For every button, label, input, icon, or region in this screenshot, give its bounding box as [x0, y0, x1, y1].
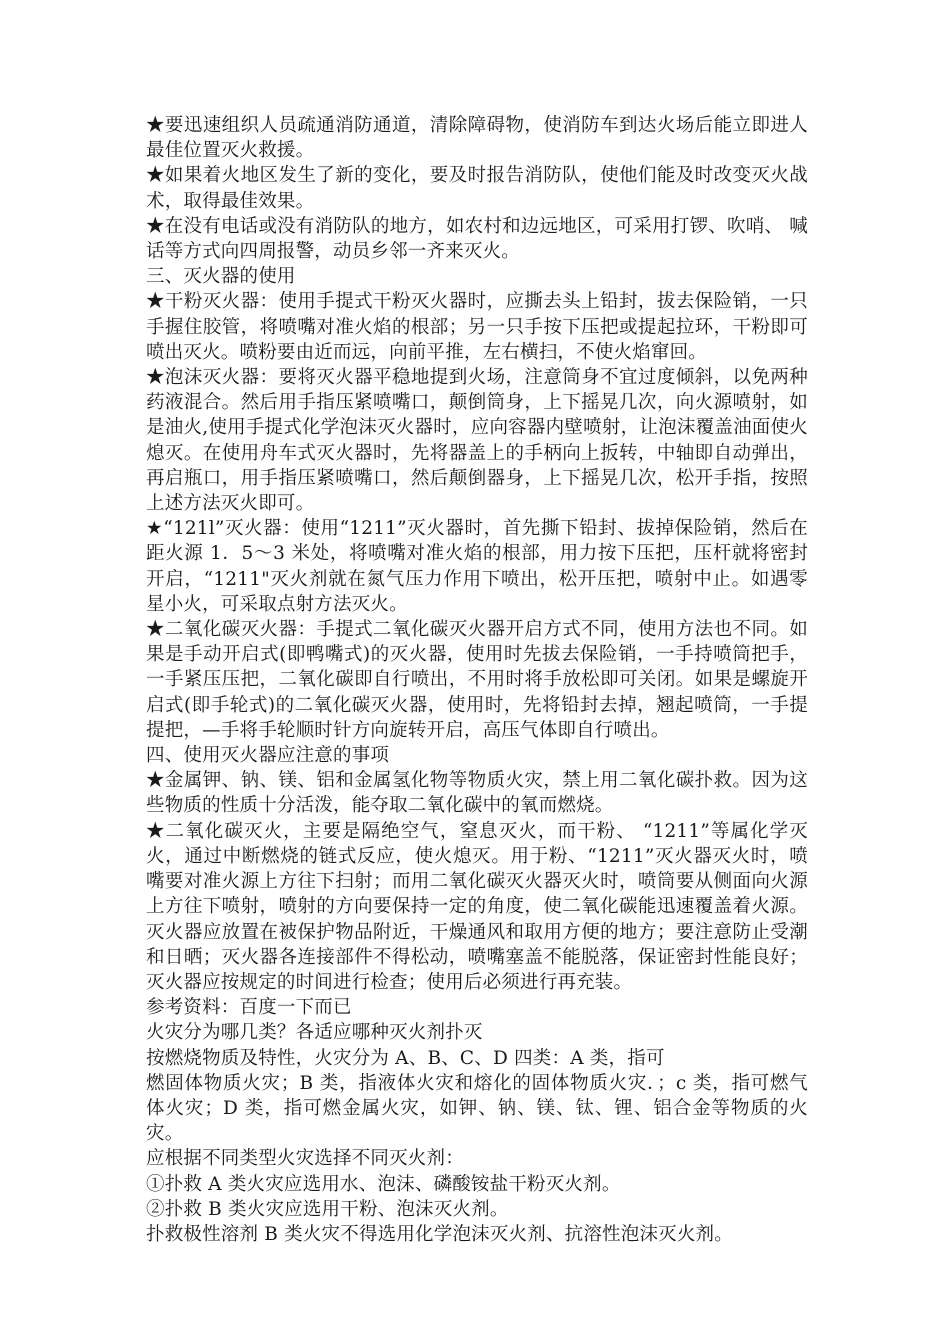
document-body — [146, 113, 808, 1247]
list-item-class-b: ②扑救 B 类火灾应选用干粉、泡沫灭火剂。 — [146, 1198, 509, 1220]
section-heading-precautions: 四、使用灭火器应注意的事项 — [146, 745, 390, 767]
paragraph-metal-fires: ★金属钾、钠、镁、铝和金属氢化物等物质火灾，禁上用二氧化碳扑救。因为这些物质的性质十分活泼，能夺取二氧化碳中的氧而燃烧。 — [146, 770, 808, 817]
paragraph-reference: 参考资料：百度一下而已 — [146, 997, 352, 1019]
paragraph-evacuate-fire-lane: ★要迅速组织人员疏通消防通道，清除障碍物，使消防车到达火场后能立即进人最佳位置灭火救援。 — [146, 115, 808, 162]
paragraph-classes-intro: 按燃烧物质及特性，火灾分为 A、B、C、D 四类：A 类，指可 — [146, 1047, 665, 1069]
section-heading-extinguisher-use: 三、灭火器的使用 — [146, 266, 296, 288]
paragraph-no-phone-alarm: ★在没有电话或没有消防队的地方，如农村和边远地区，可采用打锣、吹哨、 喊话等方式向四周报警，动员乡邻一齐来灭火。 — [146, 215, 808, 263]
paragraph-foam: ★泡沫灭火器：要将灭火器平稳地提到火场，注意筒身不宜过度倾斜，以免两种药液混合。然后用手指压紧喷嘴口，颠倒筒身，上下摇晃几次，向火源喷射，如是油火,使用手提式化学泡沫灭火器时，应向容器内壁喷射，让泡沫覆盖油面使火熄灭。在使用舟车式灭火器时，先将器盖上的手柄向上扳转，中轴即自动弹出，再启瓶口，用手指压紧喷嘴口，然后颠倒器身，上下摇晃几次，松开手指，按照上述方法灭火即可。 — [146, 367, 808, 515]
paragraph-co2-vs-chemical: ★二氧化碳灭火，主要是隔绝空气，窒息灭火，而干粉、 “1211”等属化学灭火，通过中断燃烧的链式反应，使火熄灭。用于粉、“1211”灭火器灭火时，喷嘴要对准火源上方往下扫射；而用二氧化碳灭火器灭火时，喷筒要从侧面向火源上方往下喷射，喷射的方向要保持一定的角度，使二氧化碳能迅速覆盖着火源。灭火器应放置在被保护物品附近，干燥通风和取用方便的地方；要注意防止受潮和日晒；灭火器各连接部件不得松动，喷嘴塞盖不能脱落，保证密封性能良好；灭火器应按规定的时间进行检查；使用后必须进行再充装。 — [146, 820, 808, 993]
paragraph-co2: ★二氧化碳灭火器：手提式二氧化碳灭火器开启方式不同，使用方法也不同。如果是手动开启式(即鸭嘴式)的灭火器，使用时先拔去保险销，一手持喷筒把手，一手紧压压把，二氧化碳即自行喷出，不用时将手放松即可关闭。如果是螺旋开启式(即手轮式)的二氧化碳灭火器，使用时，先将铅封去掉，翘起喷筒，一手提提把，—手将手轮顺时针方向旋转开启，高压气体即自行喷出。 — [146, 619, 808, 741]
paragraph-polar-solvent: 扑救极性溶剂 B 类火灾不得选用化学泡沫灭火剂、抗溶性泡沫灭火剂。 — [146, 1223, 733, 1245]
paragraph-report-changes: ★如果着火地区发生了新的变化，要及时报告消防队，使他们能及时改变灭火战术，取得最佳效果。 — [146, 165, 808, 212]
paragraph-choose-agent: 应根据不同类型火灾选择不同灭火剂： — [146, 1148, 464, 1170]
list-item-class-a: ①扑救 A 类火灾应选用水、泡沫、磷酸铵盐干粉灭火剂。 — [146, 1173, 621, 1195]
paragraph-dry-powder: ★干粉灭火器：使用手提式干粉灭火器时，应撕去头上铅封，拔去保险销，一只手握住胶管，将喷嘴对准火焰的根部；另一只手按下压把或提起拉环，干粉即可喷出灭火。喷粉要由近而远，向前平推，左右横扫，不使火焰窜回。 — [146, 291, 808, 363]
paragraph-question: 火灾分为哪几类？各适应哪种灭火剂扑灭 — [146, 1022, 483, 1044]
paragraph-classes-detail: 燃固体物质火灾；B 类，指液体火灾和熔化的固体物质火灾．；c 类，指可燃气体火灾；D 类，指可燃金属火灾，如钾、钠、镁、钛、锂、铝合金等物质的火灾。 — [146, 1072, 808, 1145]
paragraph-1211: ★“121l”灭火器：使用“1211”灭火器时，首先撕下铅封、拔掉保险销，然后在距火源 1．5～3 米处，将喷嘴对准火焰的根部，用力按下压把，压杆就将密封开启，“1211"灭火剂就在氮气压力作用下喷出，松开压把，喷射中止。如遇零星小火，可采取点射方法灭火。 — [146, 518, 808, 615]
